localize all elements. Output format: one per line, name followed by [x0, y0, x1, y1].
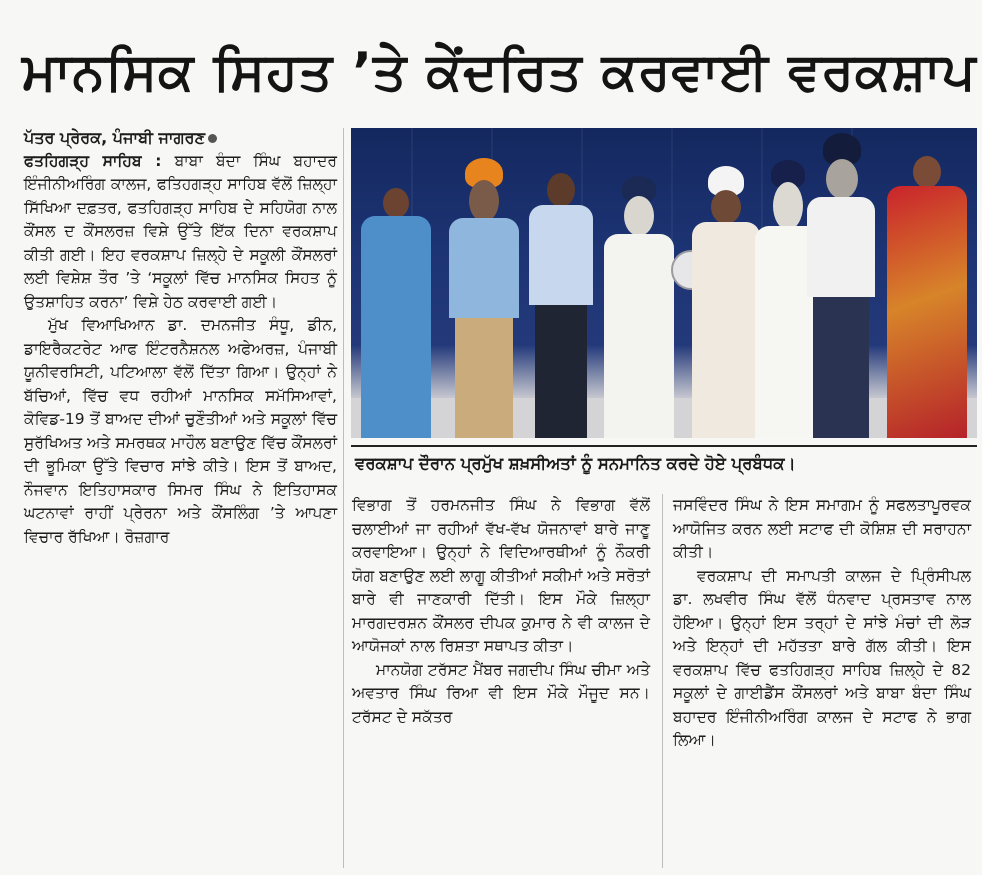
person-orange-turban: [439, 158, 529, 438]
person-striped-shirt: [521, 173, 601, 438]
paragraph: ਵਿਭਾਗ ਤੋਂ ਹਰਮਨਜੀਤ ਸਿੰਘ ਨੇ ਵਿਭਾਗ ਵੱਲੋਂ ਚਲਾਈਆਂ ਜਾ ਰਹੀਆਂ ਵੱਖ-ਵੱਖ ਯੋਜਨਾਵਾਂ ਬਾਰੇ ਜਾਣੂ ਕਰਵਾਇਆ। ਉਨ੍ਹਾਂ ਨੇ ਵਿਦਿਆਰਥੀਆਂ ਨੂੰ ਨੌਕਰੀ ਯੋਗ ਬਣਾਉਣ ਲਈ ਲਾਗੂ ਕੀਤੀਆਂ ਸਕੀਮਾਂ ਅਤੇ ਸਰੋਤਾਂ ਬਾਰੇ ਵੀ ਜਾਣਕਾਰੀ ਦਿੱਤੀ। ਇਸ ਮੌਕੇ ਜ਼ਿਲ੍ਹਾ ਮਾਰਗਦਰਸ਼ਨ ਕੌਂਸਲਰ ਦੀਪਕ ਕੁਮਾਰ ਨੇ ਵੀ ਕਾਲਜ ਦੇ ਆਯੋਜਕਾਂ ਨਾਲ ਰਿਸ਼ਤਾ ਸਥਾਪਤ ਕੀਤਾ।: [352, 496, 650, 655]
person-woman-red-saree: [877, 156, 977, 438]
headline: ਮਾਨਸਿਕ ਸਿਹਤ ’ਤੇ ਕੇਂਦਰਿਤ ਕਰਵਾਈ ਵਰਕਸ਼ਾਪ: [22, 42, 977, 102]
clipped-previous-article-strip: [0, 0, 982, 10]
dateline: ਫਤਹਿਗੜ੍ਹ ਸਾਹਿਬ :: [24, 151, 162, 170]
paragraph: ਵਰਕਸ਼ਾਪ ਦੀ ਸਮਾਪਤੀ ਕਾਲਜ ਦੇ ਪ੍ਰਿੰਸੀਪਲ ਡਾ. ਲਖਵੀਰ ਸਿੰਘ ਵੱਲੋਂ ਧੰਨਵਾਦ ਪ੍ਰਸਤਾਵ ਨਾਲ ਹੋਇਆ। ਉਨ੍ਹਾਂ ਇਸ ਤਰ੍ਹਾਂ ਦੇ ਸਾਂਝੇ ਮੰਚਾਂ ਦੀ ਲੋੜ ਅਤੇ ਇਨ੍ਹਾਂ ਦੀ ਮਹੱਤਤਾ ਬਾਰੇ ਗੱਲ ਕੀਤੀ। ਇਸ ਵਰਕਸ਼ਾਪ ਵਿੱਚ ਫਤਹਿਗੜ੍ਹ ਸਾਹਿਬ ਜ਼ਿਲ੍ਹੇ ਦੇ 82 ਸਕੂਲਾਂ ਦੇ ਗਾਈਡੈਂਸ ਕੌਂਸਲਰਾਂ ਅਤੇ ਬਾਬਾ ਬੰਦਾ ਸਿੰਘ ਬਹਾਦਰ ਇੰਜੀਨੀਅਰਿੰਗ ਕਾਲਜ ਦੇ ਸਟਾਫ ਨੇ ਭਾਗ ਲਿਆ।: [673, 566, 971, 749]
paragraph: ਜਸਵਿੰਦਰ ਸਿੰਘ ਨੇ ਇਸ ਸਮਾਗਮ ਨੂੰ ਸਫਲਤਾਪੂਰਵਕ ਆਯੋਜਿਤ ਕਰਨ ਲਈ ਸਟਾਫ ਦੀ ਕੋਸ਼ਿਸ਼ ਦੀ ਸਰਾਹਨਾ ਕੀਤੀ।: [673, 496, 971, 561]
lead-text: ਬਾਬਾ ਬੰਦਾ ਸਿੰਘ ਬਹਾਦਰ ਇੰਜੀਨੀਅਰਿੰਗ ਕਾਲਜ, ਫਤਿਹਗੜ੍ਹ ਸਾਹਿਬ ਵੱਲੋਂ ਜ਼ਿਲ੍ਹਾ ਸਿੱਖਿਆ ਦਫ਼ਤਰ, ਫਤਹਿਗੜ੍ਹ ਸਾਹਿਬ ਦੇ ਸਹਿਯੋਗ ਨਾਲ ਕੌਂਸਲ ਦ ਕੌਂਸਲਰਜ਼ ਵਿਸ਼ੇ ਉੱਤੇ ਇੱਕ ਦਿਨਾ ਵਰਕਸ਼ਾਪ ਕੀਤੀ ਗਈ। ਇਹ ਵਰਕਸ਼ਾਪ ਜ਼ਿਲ੍ਹੇ ਦੇ ਸਕੂਲੀ ਕੌਂਸਲਰਾਂ ਲਈ ਵਿਸ਼ੇਸ਼ ਤੌਰ ’ਤੇ ‘ਸਕੂਲਾਂ ਵਿੱਚ ਮਾਨਸਿਕ ਸਿਹਤ ਨੂੰ ਉਤਸ਼ਾਹਿਤ ਕਰਨਾ’ ਵਿਸ਼ੇ ਹੇਠ ਕਰਵਾਈ ਗਈ।: [24, 151, 337, 311]
column-divider: [662, 494, 663, 868]
paragraph: ਮਾਨਯੋਗ ਟਰੱਸਟ ਮੈਂਬਰ ਜਗਦੀਪ ਸਿੰਘ ਚੀਮਾ ਅਤੇ ਅਵਤਾਰ ਸਿੰਘ ਰਿਆ ਵੀ ਇਸ ਮੌਕੇ ਮੌਜੂਦ ਸਨ। ਟਰੱਸਟ ਦੇ ਸਕੱਤਰ: [352, 660, 650, 726]
person-navy-turban: [801, 133, 881, 438]
article-column-1: [24, 126, 337, 549]
column-divider: [343, 128, 344, 868]
person-woman-blue: [351, 188, 441, 438]
byline-text: ਪੱਤਰ ਪ੍ਰੇਰਕ, ਪੰਜਾਬੀ ਜਾਗਰਣ: [24, 128, 205, 147]
person-white-kurta-1: [596, 176, 681, 438]
byline: [24, 126, 337, 150]
photo-caption: ਵਰਕਸ਼ਾਪ ਦੌਰਾਨ ਪ੍ਰਮੁੱਖ ਸ਼ਖ਼ਸੀਅਤਾਂ ਨੂੰ ਸਨਮਾਨਿਤ ਕਰਦੇ ਹੋਏ ਪ੍ਰਬੰਧਕ।: [351, 445, 977, 479]
lead-paragraph: [24, 150, 337, 315]
article-column-2: [352, 494, 650, 729]
bullet-dot-icon: [208, 134, 217, 143]
event-photo: [351, 128, 977, 438]
article-column-3: [673, 494, 971, 753]
paragraph: ਮੁੱਖ ਵਿਆਖਿਆਨ ਡਾ. ਦਮਨਜੀਤ ਸੰਧੂ, ਡੀਨ, ਡਾਇਰੈਕਟਰੇਟ ਆਫ ਇੰਟਰਨੈਸ਼ਨਲ ਅਫੇਅਰਜ਼, ਪੰਜਾਬੀ ਯੂਨੀਵਰਸਿਟੀ, ਪਟਿਆਲਾ ਵੱਲੋਂ ਦਿੱਤਾ ਗਿਆ। ਉਨ੍ਹਾਂ ਨੇ ਬੱਚਿਆਂ, ਵਿੱਚ ਵਧ ਰਹੀਆਂ ਮਾਨਸਿਕ ਸਮੱਸਿਆਵਾਂ, ਕੋਵਿਡ-19 ਤੋਂ ਬਾਅਦ ਦੀਆਂ ਚੁਣੌਤੀਆਂ ਅਤੇ ਸਕੂਲਾਂ ਵਿੱਚ ਸੁਰੱਖਿਅਤ ਅਤੇ ਸਮਰਥਕ ਮਾਹੌਲ ਬਣਾਉਣ ਵਿੱਚ ਕੌਂਸਲਰਾਂ ਦੀ ਭੂਮਿਕਾ ਉੱਤੇ ਵਿਚਾਰ ਸਾਂਝੇ ਕੀਤੇ। ਇਸ ਤੋਂ ਬਾਅਦ, ਨੌਜਵਾਨ ਇਤਿਹਾਸਕਾਰ ਸਿਮਰ ਸਿੰਘ ਨੇ ਇਤਿਹਾਸਕ ਘਟਨਾਵਾਂ ਰਾਹੀਂ ਪ੍ਰੇਰਨਾ ਅਤੇ ਕੌਂਸਲਿੰਗ ’ਤੇ ਆਪਣਾ ਵਿਚਾਰ ਰੱਖਿਆ। ਰੋਜ਼ਗਾਰ: [24, 316, 337, 546]
